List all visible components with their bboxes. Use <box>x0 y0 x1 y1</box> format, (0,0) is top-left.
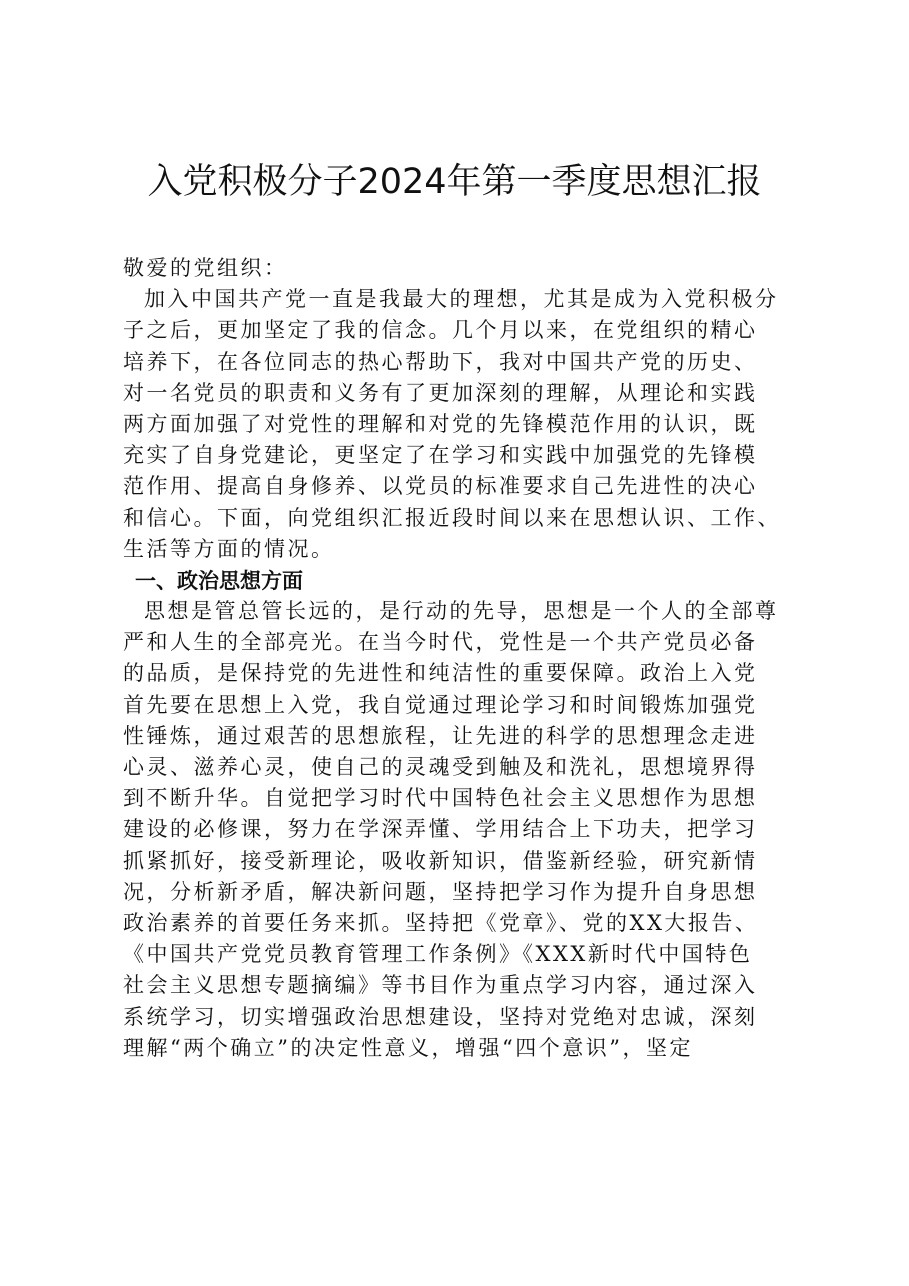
paragraph-line: 抓紧抓好，接受新理论，吸收新知识，借鉴新经验，研究新情 <box>123 848 758 873</box>
paragraph-line: 政治素养的首要任务来抓。坚持把《党章》、党的XX大报告、 <box>123 910 759 935</box>
paragraph-line: 生活等方面的情况。 <box>123 536 335 561</box>
paragraph-line: 系统学习，切实增强政治思想建设，坚持对党绝对忠诚，深刻 <box>123 1004 758 1029</box>
paragraph-line: 社会主义思想专题摘编》等书目作为重点学习内容，通过深入 <box>123 973 758 998</box>
paragraph-line: 的品质，是保持党的先进性和纯洁性的重要保障。政治上入党 <box>123 661 758 686</box>
paragraph-line: 严和人生的全部亮光。在当今时代，党性是一个共产党员必备 <box>123 630 758 655</box>
paragraph-line: 到不断升华。自觉把学习时代中国特色社会主义思想作为思想 <box>123 786 758 811</box>
paragraph-line: 况，分析新矛盾，解决新问题，坚持把学习作为提升自身思想 <box>123 879 758 904</box>
paragraph-line: 建设的必修课，努力在学深弄懂、学用结合上下功夫，把学习 <box>123 817 758 842</box>
paragraph-line: 子之后，更加坚定了我的信念。几个月以来，在党组织的精心 <box>123 318 758 343</box>
paragraph-line: 思想是管总管长远的，是行动的先导，思想是一个人的全部尊 <box>144 599 779 624</box>
document-body <box>123 253 793 1064</box>
paragraph-line: 首先要在思想上入党，我自觉通过理论学习和时间锻炼加强党 <box>123 692 758 717</box>
intro-paragraph <box>123 284 793 565</box>
salutation: 敬爱的党组织： <box>123 256 288 280</box>
document-title: 入党积极分子2024年第一季度思想汇报 <box>147 162 762 202</box>
paragraph-line: 对一名党员的职责和义务有了更加深刻的理解，从理论和实践 <box>123 380 758 405</box>
paragraph-line: 性锤炼，通过艰苦的思想旅程，让先进的科学的思想理念走进 <box>123 723 758 748</box>
paragraph-line: 范作用、提高自身修养、以党员的标准要求自己先进性的决心 <box>123 474 758 499</box>
paragraph-line: 心灵、滋养心灵，使自己的灵魂受到触及和洗礼，思想境界得 <box>123 755 758 779</box>
paragraph-line: 两方面加强了对党性的理解和对党的先锋模范作用的认识，既 <box>123 411 758 436</box>
section-heading: 一、政治思想方面 <box>135 567 303 593</box>
paragraph-line: 和信心。下面，向党组织汇报近段时间以来在思想认识、工作、 <box>123 505 781 530</box>
section-paragraph <box>123 596 793 1064</box>
paragraph-line: 《中国共产党党员教育管理工作条例》《XXX新时代中国特色 <box>123 942 753 967</box>
paragraph-line: 理解“两个确立”的决定性意义，增强“四个意识”，坚定 <box>123 1035 693 1060</box>
paragraph-line: 充实了自身党建论，更坚定了在学习和实践中加强党的先锋模 <box>123 443 758 468</box>
paragraph-line: 加入中国共产党一直是我最大的理想，尤其是成为入党积极分 <box>144 287 779 312</box>
paragraph-line: 培养下，在各位同志的热心帮助下，我对中国共产党的历史、 <box>123 349 758 374</box>
